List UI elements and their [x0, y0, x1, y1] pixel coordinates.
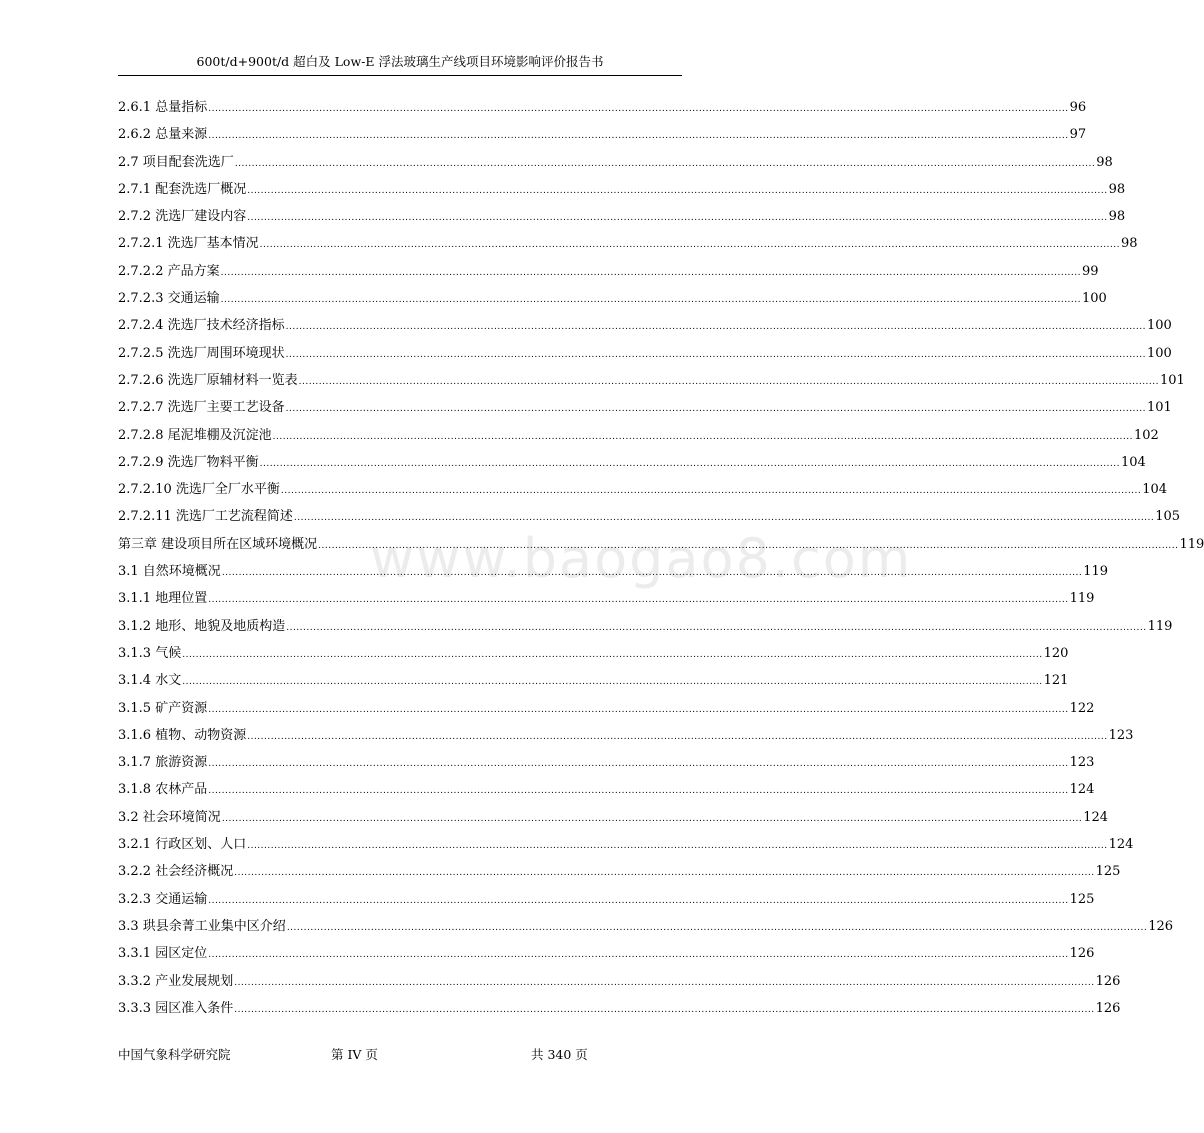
- toc-entry-label: 2.7.2.9 洗选厂物料平衡: [118, 454, 259, 470]
- toc-dot-leader: [234, 860, 1094, 887]
- toc-entry[interactable]: [118, 176, 1126, 203]
- toc-dot-leader: [286, 314, 1146, 341]
- toc-entry-page: 100: [1082, 291, 1107, 307]
- toc-dot-leader: [286, 342, 1146, 369]
- toc-entry-label: 2.7.2.2 产品方案: [118, 263, 220, 279]
- toc-dot-leader: [208, 778, 1068, 805]
- toc-dot-leader: [247, 205, 1107, 232]
- toc-entry-page: 125: [1069, 891, 1095, 907]
- toc-entry[interactable]: [118, 640, 1069, 667]
- toc-entry-page: 101: [1160, 372, 1185, 388]
- footer-total-pages: 共 340 页: [531, 1047, 588, 1062]
- toc-dot-leader: [208, 123, 1068, 150]
- toc-entry-label: 2.7.2.5 洗选厂周围环境现状: [118, 345, 285, 361]
- toc-entry-label: 2.6.2 总量来源: [118, 127, 208, 143]
- toc-entry-label: 3.3.3 园区准入条件: [118, 1000, 234, 1016]
- toc-dot-leader: [235, 151, 1095, 178]
- toc-dot-leader: [208, 888, 1068, 915]
- toc-dot-leader: [208, 751, 1068, 778]
- toc-entry[interactable]: [118, 613, 1173, 640]
- toc-entry[interactable]: [118, 585, 1095, 612]
- toc-entry-label: 3.2 社会环境简况: [118, 809, 221, 825]
- toc-entry-label: 3.2.1 行政区划、人口: [118, 837, 247, 853]
- toc-entry-label: 3.3 珙县余菁工业集中区介绍: [118, 918, 286, 934]
- toc-entry-label: 2.7.2.7 洗选厂主要工艺设备: [118, 400, 285, 416]
- toc-entry[interactable]: [118, 203, 1126, 230]
- toc-entry[interactable]: [118, 149, 1113, 176]
- toc-entry-page: 123: [1069, 755, 1095, 771]
- toc-entry-label: 3.1.6 植物、动物资源: [118, 727, 247, 743]
- toc-entry[interactable]: [118, 394, 1172, 421]
- toc-entry-page: 121: [1043, 673, 1069, 689]
- toc-entry-page: 119: [1179, 536, 1204, 552]
- toc-entry-label: 3.1.8 农林产品: [118, 782, 208, 798]
- toc-dot-leader: [260, 232, 1120, 259]
- toc-entry-label: 2.7.1 配套洗选厂概况: [118, 181, 247, 197]
- toc-entry-label: 3.1.7 旅游资源: [118, 755, 208, 771]
- toc-entry-page: 104: [1121, 454, 1146, 470]
- toc-entry-label: 3.1.4 水文: [118, 673, 182, 689]
- toc-entry-page: 100: [1147, 345, 1172, 361]
- toc-entry-label: 2.7.2.1 洗选厂基本情况: [118, 236, 259, 252]
- toc-entry-page: 122: [1069, 700, 1095, 716]
- toc-dot-leader: [299, 369, 1159, 396]
- toc-dot-leader: [234, 970, 1094, 997]
- toc-entry[interactable]: [118, 503, 1181, 530]
- toc-entry-label: 2.7.2.10 洗选厂全厂水平衡: [118, 482, 280, 498]
- toc-dot-leader: [247, 724, 1107, 751]
- toc-dot-leader: [318, 533, 1178, 560]
- footer-page-number: 第 IV 页: [331, 1047, 378, 1062]
- toc-entry-page: 101: [1147, 400, 1172, 416]
- toc-dot-leader: [234, 997, 1094, 1024]
- toc-entry-page: 98: [1108, 181, 1126, 197]
- toc-entry[interactable]: [118, 258, 1099, 285]
- footer-organization: 中国气象科学研究院: [118, 1047, 231, 1062]
- toc-entry-page: 123: [1108, 727, 1134, 743]
- toc-entry[interactable]: [118, 531, 1204, 558]
- toc-entry[interactable]: [118, 476, 1168, 503]
- toc-dot-leader: [208, 697, 1068, 724]
- header-rule: [118, 75, 682, 76]
- toc-entry-label: 2.7.2.6 洗选厂原辅材料一览表: [118, 372, 298, 388]
- toc-entry-page: 119: [1069, 591, 1095, 607]
- toc-entry[interactable]: [118, 449, 1146, 476]
- toc-entry[interactable]: [118, 94, 1087, 121]
- toc-entry-label: 2.7.2 洗选厂建设内容: [118, 209, 247, 225]
- toc-entry-page: 126: [1069, 946, 1095, 962]
- page-header: [118, 54, 682, 70]
- toc-entry-label: 3.2.3 交通运输: [118, 891, 208, 907]
- toc-dot-leader: [222, 806, 1082, 833]
- toc-entry[interactable]: [118, 722, 1134, 749]
- toc-entry[interactable]: [118, 831, 1134, 858]
- toc-entry[interactable]: [118, 995, 1121, 1022]
- toc-entry-page: 124: [1069, 782, 1095, 798]
- toc-entry-page: 98: [1108, 209, 1126, 225]
- toc-entry[interactable]: [118, 312, 1172, 339]
- toc-entry-page: 126: [1148, 918, 1174, 934]
- toc-entry[interactable]: [118, 695, 1095, 722]
- table-of-contents: [118, 94, 1204, 1022]
- toc-entry[interactable]: [118, 886, 1095, 913]
- toc-entry-page: 119: [1147, 618, 1173, 634]
- watermark: www.baogao8.com: [370, 527, 913, 590]
- toc-entry-page: 105: [1155, 509, 1181, 525]
- toc-dot-leader: [221, 287, 1081, 314]
- document-title: 600t/d+900t/d 超白及 Low-E 浮法玻璃生产线项目环境影响评价报告书: [196, 54, 604, 69]
- toc-entry-label: 3.1.2 地形、地貌及地质构造: [118, 618, 286, 634]
- toc-entry-page: 102: [1134, 427, 1159, 443]
- toc-dot-leader: [287, 915, 1147, 942]
- toc-entry-page: 104: [1142, 482, 1168, 498]
- toc-entry-page: 98: [1096, 154, 1113, 170]
- toc-entry-page: 96: [1069, 100, 1087, 115]
- toc-entry-page: 124: [1083, 809, 1109, 825]
- toc-entry-label: 2.7.2.4 洗选厂技术经济指标: [118, 318, 285, 334]
- toc-dot-leader: [208, 587, 1068, 614]
- toc-entry-page: 126: [1095, 1000, 1121, 1016]
- toc-entry-label: 3.3.2 产业发展规划: [118, 973, 234, 989]
- toc-entry[interactable]: [118, 749, 1095, 776]
- toc-dot-leader: [182, 669, 1042, 696]
- toc-entry-label: 3.1.3 气候: [118, 645, 182, 661]
- toc-entry[interactable]: [118, 558, 1109, 585]
- toc-entry-label: 2.6.1 总量指标: [118, 100, 208, 115]
- toc-entry[interactable]: [118, 340, 1172, 367]
- toc-entry-page: 120: [1043, 645, 1069, 661]
- toc-entry-label: 3.1 自然环境概况: [118, 564, 221, 580]
- toc-dot-leader: [260, 451, 1120, 478]
- toc-entry[interactable]: [118, 285, 1107, 312]
- toc-entry-page: 98: [1121, 236, 1138, 252]
- toc-dot-leader: [286, 615, 1146, 642]
- toc-entry-label: 2.7 项目配套洗选厂: [118, 154, 234, 170]
- toc-dot-leader: [222, 560, 1082, 587]
- toc-dot-leader: [208, 942, 1068, 969]
- toc-entry[interactable]: [118, 968, 1121, 995]
- toc-entry-page: 99: [1082, 263, 1099, 279]
- toc-entry-label: 2.7.2.11 洗选厂工艺流程简述: [118, 509, 293, 525]
- toc-entry-page: 119: [1083, 564, 1109, 580]
- toc-entry-label: 第三章 建设项目所在区域环境概况: [118, 536, 318, 552]
- toc-dot-leader: [281, 478, 1141, 505]
- toc-dot-leader: [294, 505, 1154, 532]
- toc-dot-leader: [247, 178, 1107, 205]
- toc-entry[interactable]: [118, 230, 1138, 257]
- toc-entry-page: 100: [1147, 318, 1172, 334]
- toc-entry[interactable]: [118, 667, 1069, 694]
- toc-entry-label: 2.7.2.8 尾泥堆棚及沉淀池: [118, 427, 272, 443]
- toc-entry[interactable]: [118, 776, 1095, 803]
- toc-entry[interactable]: [118, 804, 1109, 831]
- toc-entry-page: 126: [1095, 973, 1121, 989]
- toc-entry-page: 125: [1095, 864, 1121, 880]
- toc-dot-leader: [208, 96, 1068, 123]
- toc-entry[interactable]: [118, 913, 1174, 940]
- toc-entry-label: 3.1.5 矿产资源: [118, 700, 208, 716]
- toc-dot-leader: [182, 642, 1042, 669]
- toc-entry-page: 124: [1108, 837, 1134, 853]
- toc-dot-leader: [273, 424, 1133, 451]
- toc-entry[interactable]: [118, 422, 1159, 449]
- toc-dot-leader: [247, 833, 1107, 860]
- toc-entry-label: 3.2.2 社会经济概况: [118, 864, 234, 880]
- toc-entry[interactable]: [118, 858, 1121, 885]
- toc-dot-leader: [221, 260, 1081, 287]
- toc-entry[interactable]: [118, 121, 1087, 148]
- toc-entry-label: 2.7.2.3 交通运输: [118, 291, 220, 307]
- toc-entry-label: 3.3.1 园区定位: [118, 946, 208, 962]
- toc-entry-label: 3.1.1 地理位置: [118, 591, 208, 607]
- toc-entry[interactable]: [118, 367, 1185, 394]
- toc-dot-leader: [286, 396, 1146, 423]
- toc-entry[interactable]: [118, 940, 1095, 967]
- toc-entry-page: 97: [1069, 127, 1087, 143]
